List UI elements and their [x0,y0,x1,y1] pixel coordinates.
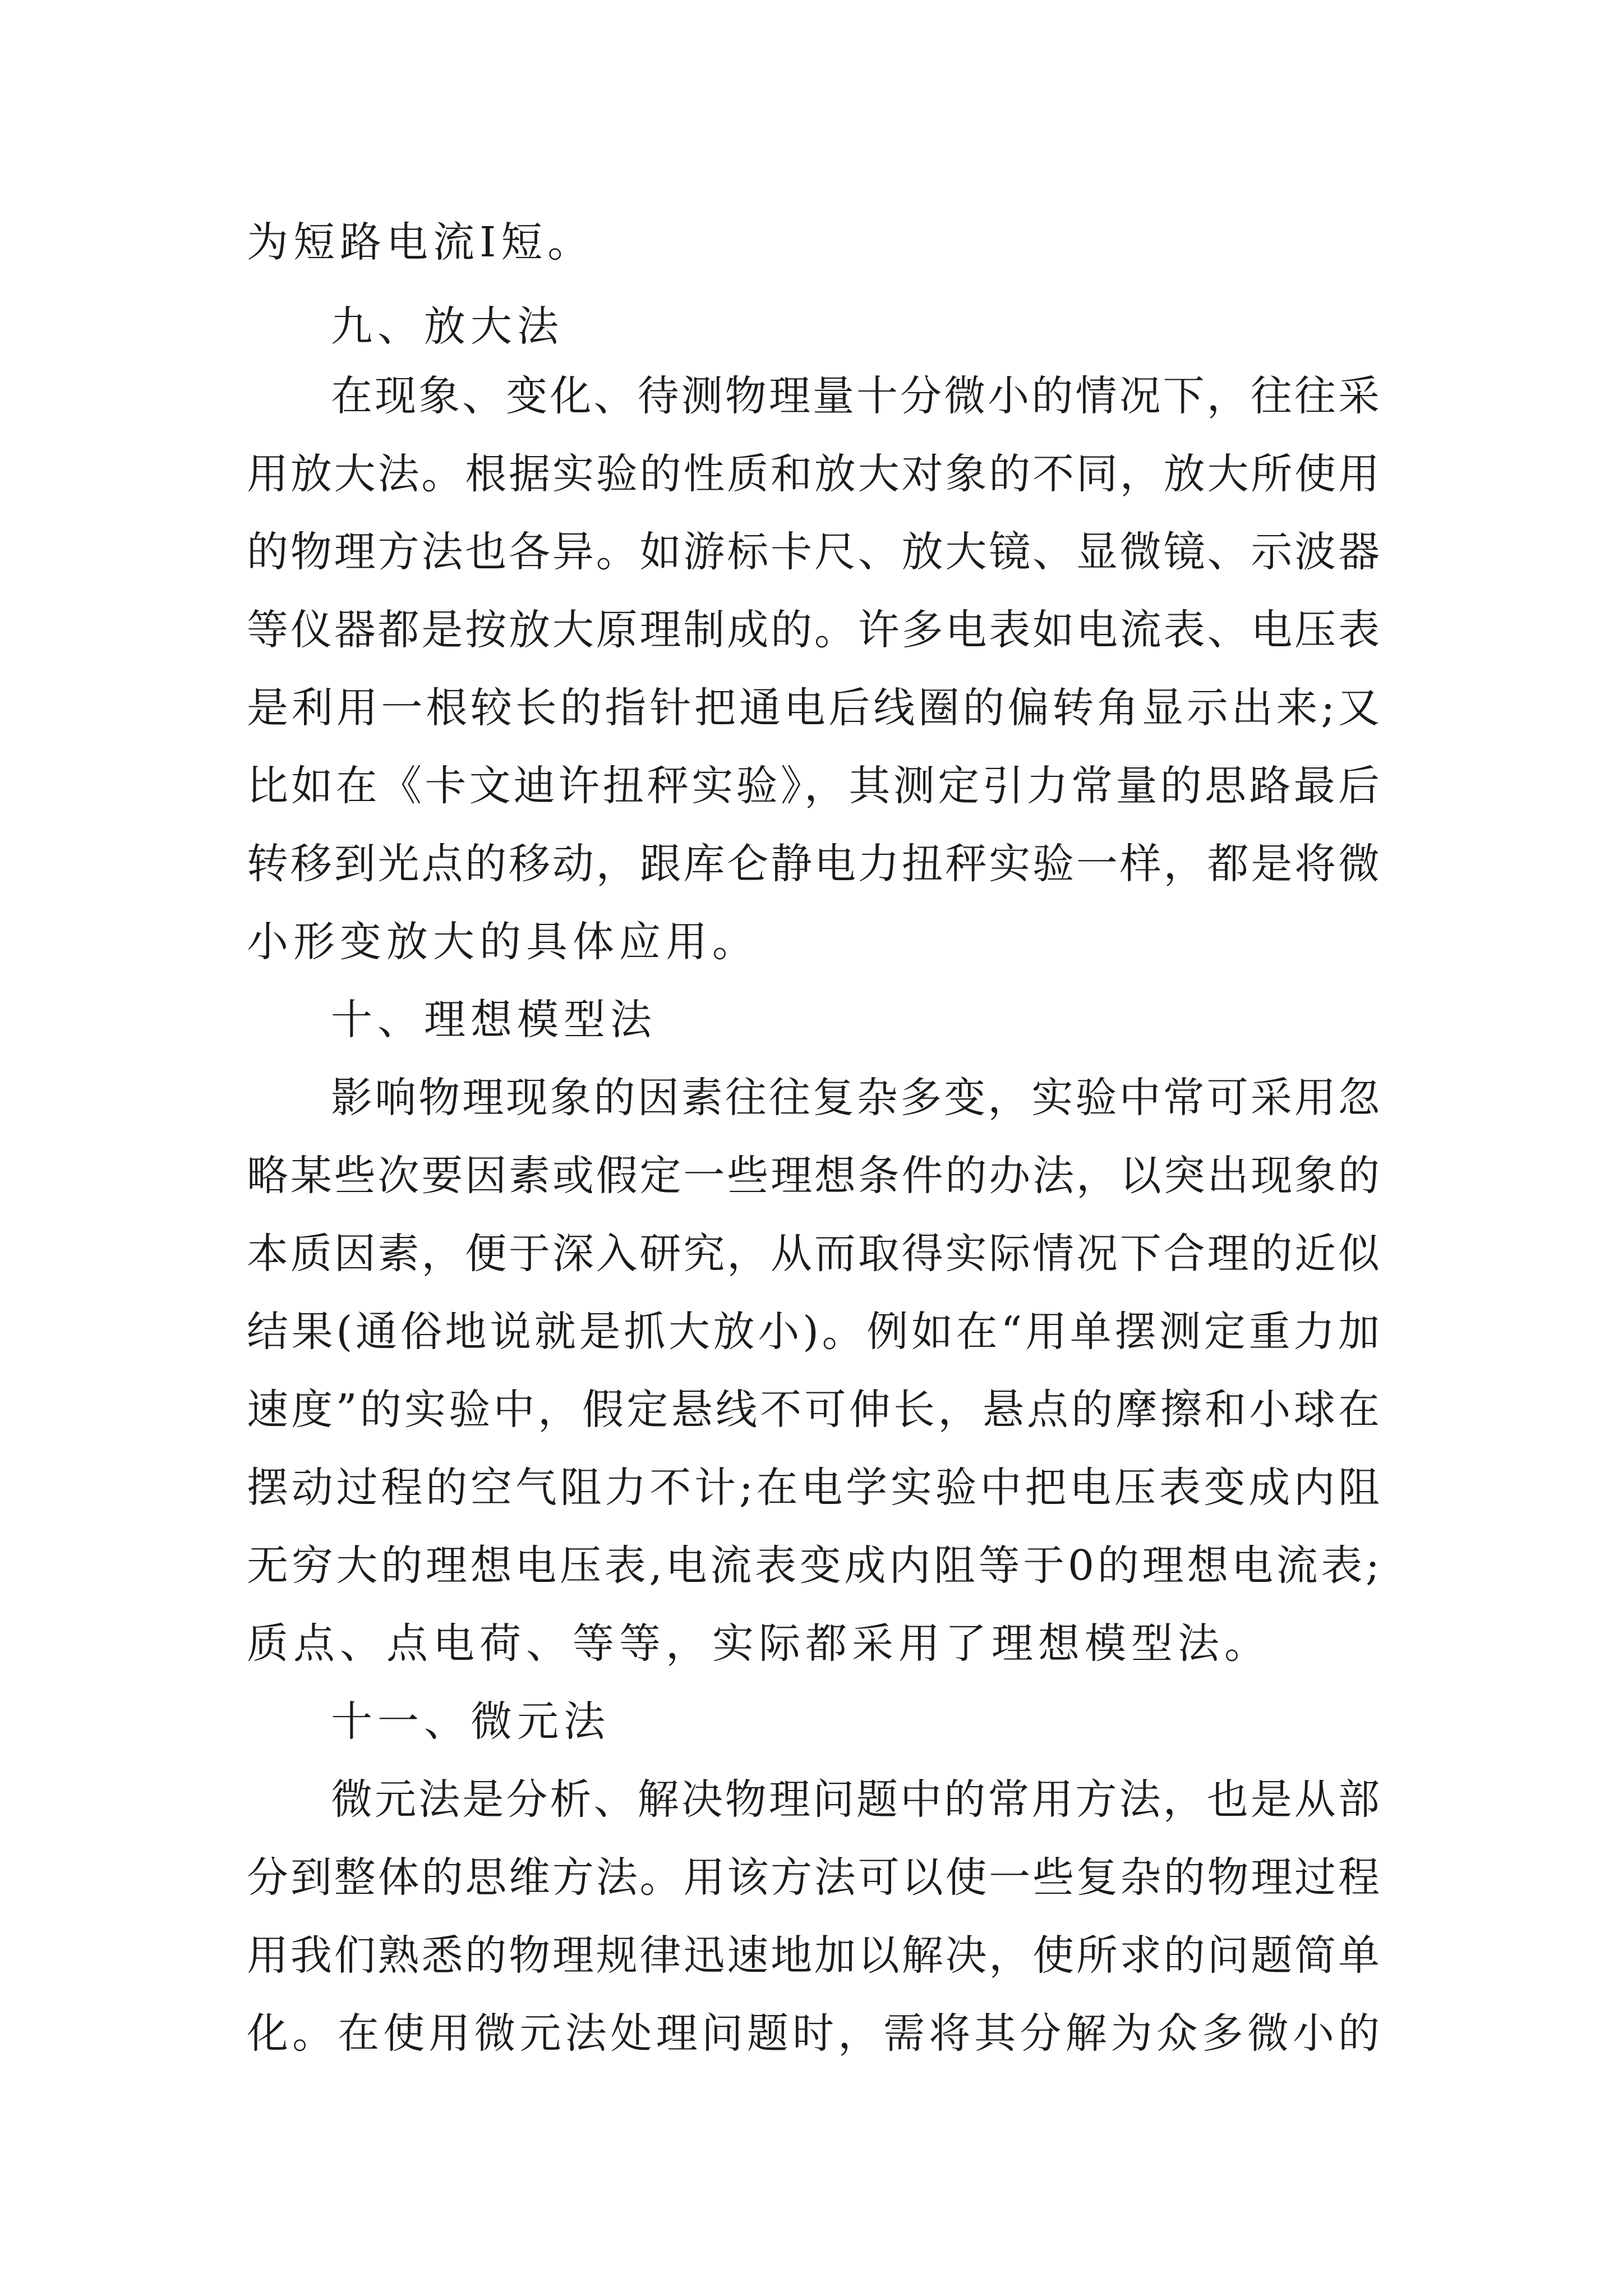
paragraph-line: 的物理方法也各异。如游标卡尺、放大镜、显微镜、示波器 [247,528,1380,576]
paragraph-line: 本质因素，便于深入研究，从而取得实际情况下合理的近似 [247,1230,1380,1278]
paragraph-line: 比如在《卡文迪许扭秤实验》，其测定引力常量的思路最后 [247,762,1380,810]
paragraph-line: 是利用一根较长的指针把通电后线圈的偏转角显示出来;又 [247,684,1380,732]
paragraph-line: 摆动过程的空气阻力不计;在电学实验中把电压表变成内阻 [247,1464,1380,1512]
paragraph-line: 速度”的实验中，假定悬线不可伸长，悬点的摩擦和小球在 [247,1386,1380,1434]
section-heading: 十一、微元法 [331,1697,610,1746]
paragraph-line: 微元法是分析、解决物理问题中的常用方法，也是从部 [331,1775,1380,1824]
paragraph-line: 无穷大的理想电压表,电流表变成内阻等于0的理想电流表; [247,1542,1380,1590]
paragraph-line: 为短路电流Ⅰ短。 [247,218,594,266]
paragraph-line: 在现象、变化、待测物理量十分微小的情况下，往往采 [331,372,1380,420]
paragraph-line: 略某些次要因素或假定一些理想条件的办法，以突出现象的 [247,1152,1380,1200]
paragraph-line: 质点、点电荷、等等，实际都采用了理想模型法。 [247,1619,1271,1668]
paragraph-line: 小形变放大的具体应用。 [247,918,759,966]
paragraph-line: 结果(通俗地说就是抓大放小)。例如在“用单摆测定重力加 [247,1308,1380,1356]
paragraph-line: 等仪器都是按放大原理制成的。许多电表如电流表、电压表 [247,606,1380,654]
paragraph-line: 影响物理现象的因素往往复杂多变，实验中常可采用忽 [331,1074,1380,1122]
paragraph-line: 用放大法。根据实验的性质和放大对象的不同，放大所使用 [247,450,1380,498]
paragraph-line: 分到整体的思维方法。用该方法可以使一些复杂的物理过程 [247,1853,1380,1902]
section-heading: 九、放大法 [331,302,564,351]
paragraph-line: 转移到光点的移动，跟库仑静电力扭秤实验一样，都是将微 [247,840,1380,888]
section-heading: 十、理想模型法 [331,996,657,1044]
paragraph-line: 用我们熟悉的物理规律迅速地加以解决，使所求的问题简单 [247,1931,1380,1980]
paragraph-line: 化。在使用微元法处理问题时，需将其分解为众多微小的 [247,2009,1380,2058]
